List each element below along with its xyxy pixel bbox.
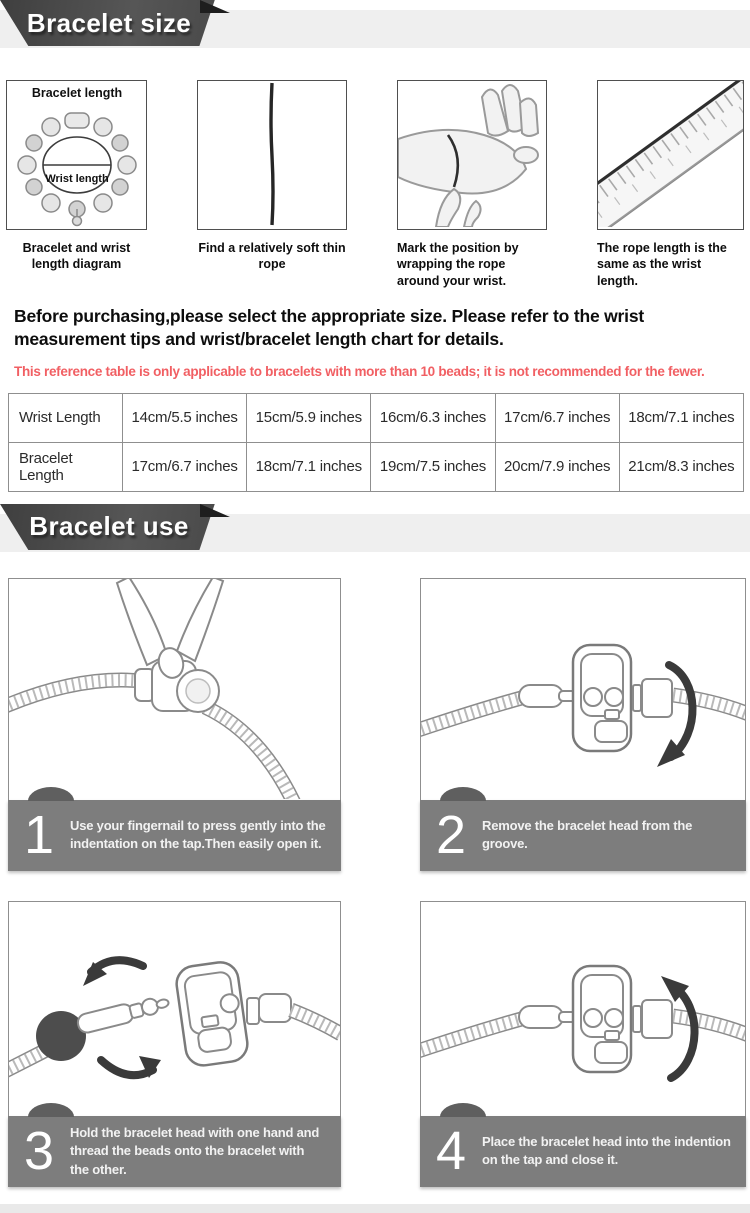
step-instruction: Place the bracelet head into the indention on the tap and close it. (482, 1133, 731, 1168)
remove-head-illustration (421, 579, 745, 799)
use-step-panel-2 (420, 578, 746, 871)
table-cell: 17cm/6.7 inches (123, 442, 247, 491)
use-banner (0, 504, 750, 552)
row-header: Wrist Length (9, 393, 123, 442)
wrist-wrap-image (397, 80, 547, 230)
step-thin-rope (197, 80, 347, 289)
step-caption-bar (420, 800, 746, 871)
reference-table-warning: This reference table is only applicable to bracelets with more than 10 beads; it is not recommended for the fewer. (14, 363, 705, 379)
open-clasp-illustration (9, 579, 340, 799)
step-caption-bar (8, 800, 341, 871)
use-steps-row-1 (0, 578, 750, 871)
table-cell: 21cm/8.3 inches (619, 442, 743, 491)
step-caption-bar (8, 1116, 341, 1187)
size-ribbon (0, 0, 236, 46)
use-step-panel-3 (8, 901, 341, 1187)
step-caption-bar (420, 1116, 746, 1187)
row-header: Bracelet Length (9, 442, 123, 491)
step-caption: Find a relatively soft thin rope (198, 241, 346, 272)
table-cell: 19cm/7.5 inches (371, 442, 495, 491)
thread-beads-illustration (9, 902, 340, 1115)
table-row-bracelet (9, 442, 744, 491)
step-number: 1 (23, 805, 55, 866)
step-caption: The rope length is the same as the wrist length. (597, 241, 727, 288)
table-cell: 17cm/6.7 inches (495, 393, 619, 442)
thin-rope-image (197, 80, 347, 230)
bracelet-diagram-icon (7, 81, 146, 227)
table-cell: 16cm/6.3 inches (371, 393, 495, 442)
step-number: 3 (23, 1121, 55, 1182)
step-bracelet-diagram (6, 80, 147, 289)
use-step-panel-4 (420, 901, 746, 1187)
step-instruction: Hold the bracelet head with one hand and thread the beads onto the bracelet with the other. (70, 1124, 320, 1177)
bracelet-diagram-image (6, 80, 147, 230)
table-row-wrist (9, 393, 744, 442)
size-table (8, 393, 744, 492)
measurement-steps-row (0, 80, 750, 289)
ruler-image (597, 80, 744, 230)
size-banner-title: Bracelet size (26, 7, 192, 38)
step-instruction: Use your fingernail to press gently into the indentation on the tap.Then easily open it. (70, 817, 326, 852)
bottom-divider (0, 1204, 750, 1213)
step-number: 4 (435, 1121, 467, 1182)
step-instruction: Remove the bracelet head from the groove. (482, 817, 693, 852)
bracelet-length-label: Bracelet length (31, 86, 123, 100)
use-ribbon (0, 504, 236, 550)
purchase-note: Before purchasing,please select the appropriate size. Please refer to the wrist measurement tips and wrist/bracelet length chart for details. (14, 305, 644, 349)
thin-rope-icon (198, 81, 346, 227)
close-head-illustration (421, 902, 745, 1115)
step-caption: Bracelet and wrist length diagram (22, 241, 131, 272)
wrist-length-label: Wrist length (45, 173, 109, 185)
ruler-icon (598, 81, 743, 227)
table-cell: 20cm/7.9 inches (495, 442, 619, 491)
table-cell: 14cm/5.5 inches (123, 393, 247, 442)
use-step-panel-1 (8, 578, 341, 871)
table-cell: 15cm/5.9 inches (247, 393, 371, 442)
step-wrist-wrap (397, 80, 547, 289)
use-steps-row-2 (0, 901, 750, 1187)
step-caption: Mark the position by wrapping the rope around your wrist. (397, 241, 519, 288)
ribbon-fold (200, 504, 230, 517)
step-number: 2 (435, 805, 467, 866)
step-ruler (597, 80, 744, 289)
table-cell: 18cm/7.1 inches (247, 442, 371, 491)
ribbon-fold (200, 0, 230, 13)
use-banner-title: Bracelet use (29, 511, 189, 542)
size-banner (0, 0, 750, 48)
wrist-wrap-icon (398, 81, 546, 227)
table-cell: 18cm/7.1 inches (619, 393, 743, 442)
